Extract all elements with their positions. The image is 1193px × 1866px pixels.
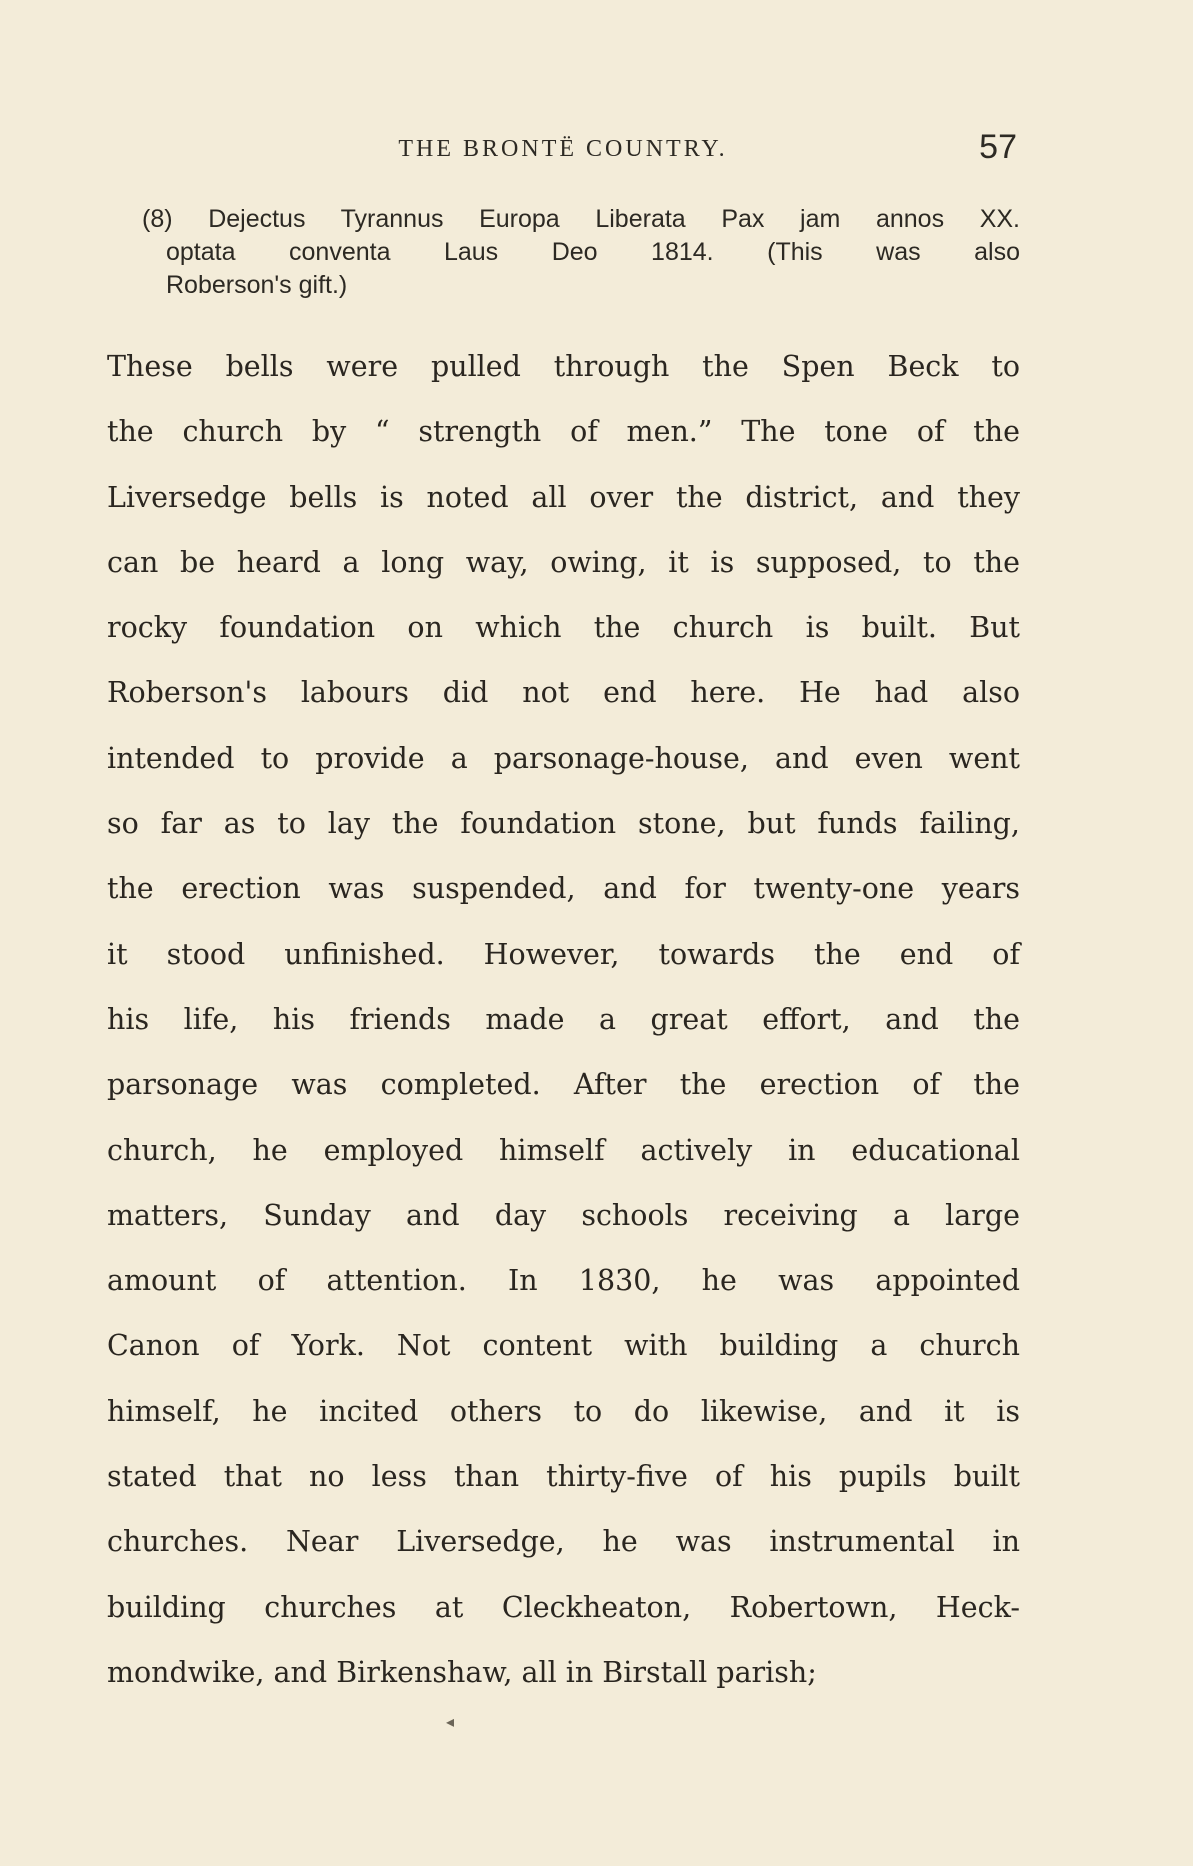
text-line: churches. Near Liversedge, he was instrumental in [107,1525,1020,1559]
text-line: Roberson's labours did not end here. He had also [107,676,1020,710]
text-line: building churches at Cleckheaton, Robertown, Heck- [107,1590,1020,1624]
text-line: his life, his friends made a great effort, and the [107,1002,1020,1036]
text-line: mondwike, and Birkenshaw, all in Birstall parish; [107,1655,817,1689]
text-line: parsonage was completed. After the erection of the [107,1068,1020,1102]
text-line: church, he employed himself actively in educational [107,1133,1020,1167]
body-paragraph [107,334,1020,1705]
text-line: rocky foundation on which the church is built. But [107,611,1020,645]
text-line: amount of attention. In 1830, he was appointed [107,1264,1020,1298]
text-line: stated that no less than thirty-five of his pupils built [107,1460,1020,1494]
text-line: the erection was suspended, and for twenty-one years [107,872,1020,906]
running-head [109,128,1017,168]
text-line: can be heard a long way, owing, it is supposed, to the [107,545,1020,579]
text-line: These bells were pulled through the Spen Beck to [107,350,1020,383]
text-line: intended to provide a parsonage-house, and even went [107,741,1020,775]
running-title: THE BRONTË COUNTRY. [398,136,728,162]
text-line: Liversedge bells is noted all over the district, and they [107,480,1020,514]
footnote-line: Roberson's gift.) [166,271,348,299]
footnote-line: optata conventa Laus Deo 1814. (This was also [166,238,1020,266]
text-line: matters, Sunday and day schools receiving a large [107,1198,1020,1232]
text-line: it stood unfinished. However, towards the end of [107,937,1020,971]
text-line: so far as to lay the foundation stone, but funds failing, [107,807,1020,841]
text-line: himself, he incited others to do likewise, and it is [107,1394,1020,1428]
text-line: Canon of York. Not content with building a church [107,1329,1020,1363]
footnote [142,203,1020,302]
footnote-line: (8) Dejectus Tyrannus Europa Liberata Pax jam annos XX. [142,205,1020,233]
printer-mark-icon: ◂ [446,1712,455,1731]
page-number: 57 [979,128,1017,166]
text-line: the church by “ strength of men.” The tone of the [107,415,1020,449]
